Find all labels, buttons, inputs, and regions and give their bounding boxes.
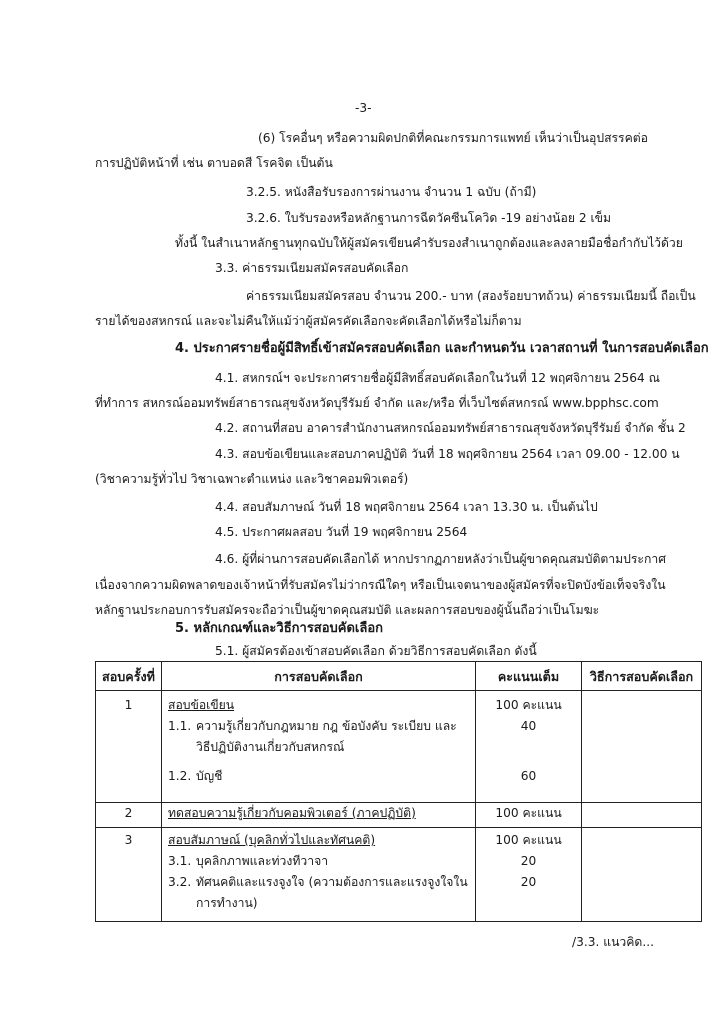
line-4-5: 4.5. ประกาศผลสอบ วันที่ 19 พฤศจิกายน 2564 [215,525,468,539]
heading-section-5: 5. หลักเกณฑ์และวิธีการสอบคัดเลือก [175,621,384,636]
line-4-6-cont2: หลักฐานประกอบการรับสมัครจะถือว่าเป็นผู้ขาดคุณสมบัติ และผลการสอบของผู้นั้นถือว่าเป็นโมฆะ [95,603,600,617]
selection-criteria-table [95,661,702,922]
line-4-6-cont: เนื่องจากความผิดพลาดของเจ้าหน้าที่รับสมัครไม่ว่ากรณีใดๆ หรือเป็นเจตนาของผู้สมัครที่จะปิดบังข้อเท็จจริงใน [95,578,666,592]
sub-item-text: ความรู้เกี่ยวกับกฎหมาย กฎ ข้อบังคับ ระเบียบ และวิธีปฏิบัติงานเกี่ยวกับสหกรณ์ [196,719,457,754]
round-number: 1 [96,691,162,803]
method-cell [582,828,702,922]
sub-item-number: 1.1. [168,719,192,733]
sub-item-text: บัญชี [196,769,223,783]
line-4-4: 4.4. สอบสัมภาษณ์ วันที่ 18 พฤศจิกายน 2564 เวลา 13.30 น. เป็นต้นไป [215,500,598,514]
line-3-2-5: 3.2.5. หนังสือรับรองการผ่านงาน จำนวน 1 ฉบับ (ถ้ามี) [246,185,537,199]
sub-item [168,872,469,914]
selection-cell [162,691,476,803]
page-continuation: /3.3. แนวคิด... [572,935,654,949]
line-duty: การปฏิบัติหน้าที่ เช่น ตาบอดสี โรคจิต เป็นต้น [95,156,333,170]
score-cell [476,828,582,922]
heading-section-4: 4. ประกาศรายชื่อผู้มีสิทธิ์เข้าสมัครสอบคัดเลือก และกำหนดวัน เวลาสถานที่ ในการสอบคัดเลือก [175,341,709,356]
sub-item-text: บุคลิกภาพและท่วงทีวาจา [196,854,329,868]
line-fee: ค่าธรรมเนียมสมัครสอบ จำนวน 200.- บาท (สองร้อยบาทถ้วน) ค่าธรรมเนียมนี้ ถือเป็น [246,289,696,303]
line-fee-cont: รายได้ของสหกรณ์ และจะไม่คืนให้แม้ว่าผู้สมัครคัดเลือกจะคัดเลือกได้หรือไม่ก็ตาม [95,314,522,328]
method-cell [582,803,702,828]
line-4-6: 4.6. ผู้ที่ผ่านการสอบคัดเลือกได้ หากปรากฏภายหลังว่าเป็นผู้ขาดคุณสมบัติตามประกาศ [215,552,666,566]
total-score: 100 คะแนน [495,698,562,712]
line-3-2-6: 3.2.6. ใบรับรองหรือหลักฐานการฉีดวัคซีนโควิด -19 อย่างน้อย 2 เข็ม [246,211,612,225]
col-header-full-score: คะแนนเต็ม [476,662,582,691]
exam-title: ทดสอบความรู้เกี่ยวกับคอมพิวเตอร์ (ภาคปฏิบัติ) [168,806,416,820]
table-row [96,803,702,828]
line-5-1: 5.1. ผู้สมัครต้องเข้าสอบคัดเลือก ด้วยวิธีการสอบคัดเลือก ดังนี้ [215,644,537,658]
sub-score: 60 [520,769,537,783]
sub-item-number: 1.2. [168,769,192,783]
line-3-3: 3.3. ค่าธรรมเนียมสมัครสอบคัดเลือก [215,261,409,275]
sub-score: 20 [520,854,537,868]
line-certify-copies: ทั้งนี้ ในสำเนาหลักฐานทุกฉบับให้ผู้สมัครเขียนคำรับรองสำเนาถูกต้องและลงลายมือชื่อกำกับไว้ด้วย [175,236,683,250]
line-4-1: 4.1. สหกรณ์ฯ จะประกาศรายชื่อผู้มีสิทธิ์สอบคัดเลือกในวันที่ 12 พฤศจิกายน 2564 ณ [215,371,660,385]
line-disease: (6) โรคอื่นๆ หรือความผิดปกติที่คณะกรรมการแพทย์ เห็นว่าเป็นอุปสรรคต่อ [258,131,648,145]
table-header-row [96,662,702,691]
line-4-1-cont: ที่ทำการ สหกรณ์ออมทรัพย์สาธารณสุขจังหวัดบุรีรัมย์ จำกัด และ/หรือ ที่เว็บไซต์สหกรณ์ www.bpphsc.com [95,396,659,410]
sub-item [168,851,469,872]
col-header-round: สอบครั้งที่ [96,662,162,691]
round-number: 2 [96,803,162,828]
total-score: 100 คะแนน [476,803,582,828]
table-row [96,691,702,803]
line-4-3-cont: (วิชาความรู้ทั่วไป วิชาเฉพาะตำแหน่ง และวิชาคอมพิวเตอร์) [95,472,409,486]
sub-item-number: 3.2. [168,875,192,889]
total-score: 100 คะแนน [495,833,562,847]
round-number: 3 [96,828,162,922]
sub-item-text: ทัศนคติและแรงจูงใจ (ความต้องการและแรงจูงใจในการทำงาน) [196,875,468,910]
sub-item [168,766,469,787]
score-cell [476,691,582,803]
selection-cell [162,828,476,922]
col-header-method: วิธีการสอบคัดเลือก [582,662,702,691]
sub-item-number: 3.1. [168,854,192,868]
sub-item [168,716,469,758]
page-number: -3- [355,101,372,115]
line-4-3: 4.3. สอบข้อเขียนและสอบภาคปฏิบัติ วันที่ 18 พฤศจิกายน 2564 เวลา 09.00 - 12.00 น [215,447,680,461]
table-row [96,828,702,922]
sub-score: 40 [520,719,537,733]
method-cell [582,691,702,803]
col-header-selection: การสอบคัดเลือก [162,662,476,691]
sub-score: 20 [520,875,537,889]
exam-title: สอบข้อเขียน [168,698,235,712]
exam-title: สอบสัมภาษณ์ (บุคลิกทั่วไปและทัศนคติ) [168,833,376,847]
selection-cell [162,803,476,828]
line-4-2: 4.2. สถานที่สอบ อาคารสำนักงานสหกรณ์ออมทรัพย์สาธารณสุขจังหวัดบุรีรัมย์ จำกัด ชั้น 2 [215,421,686,435]
